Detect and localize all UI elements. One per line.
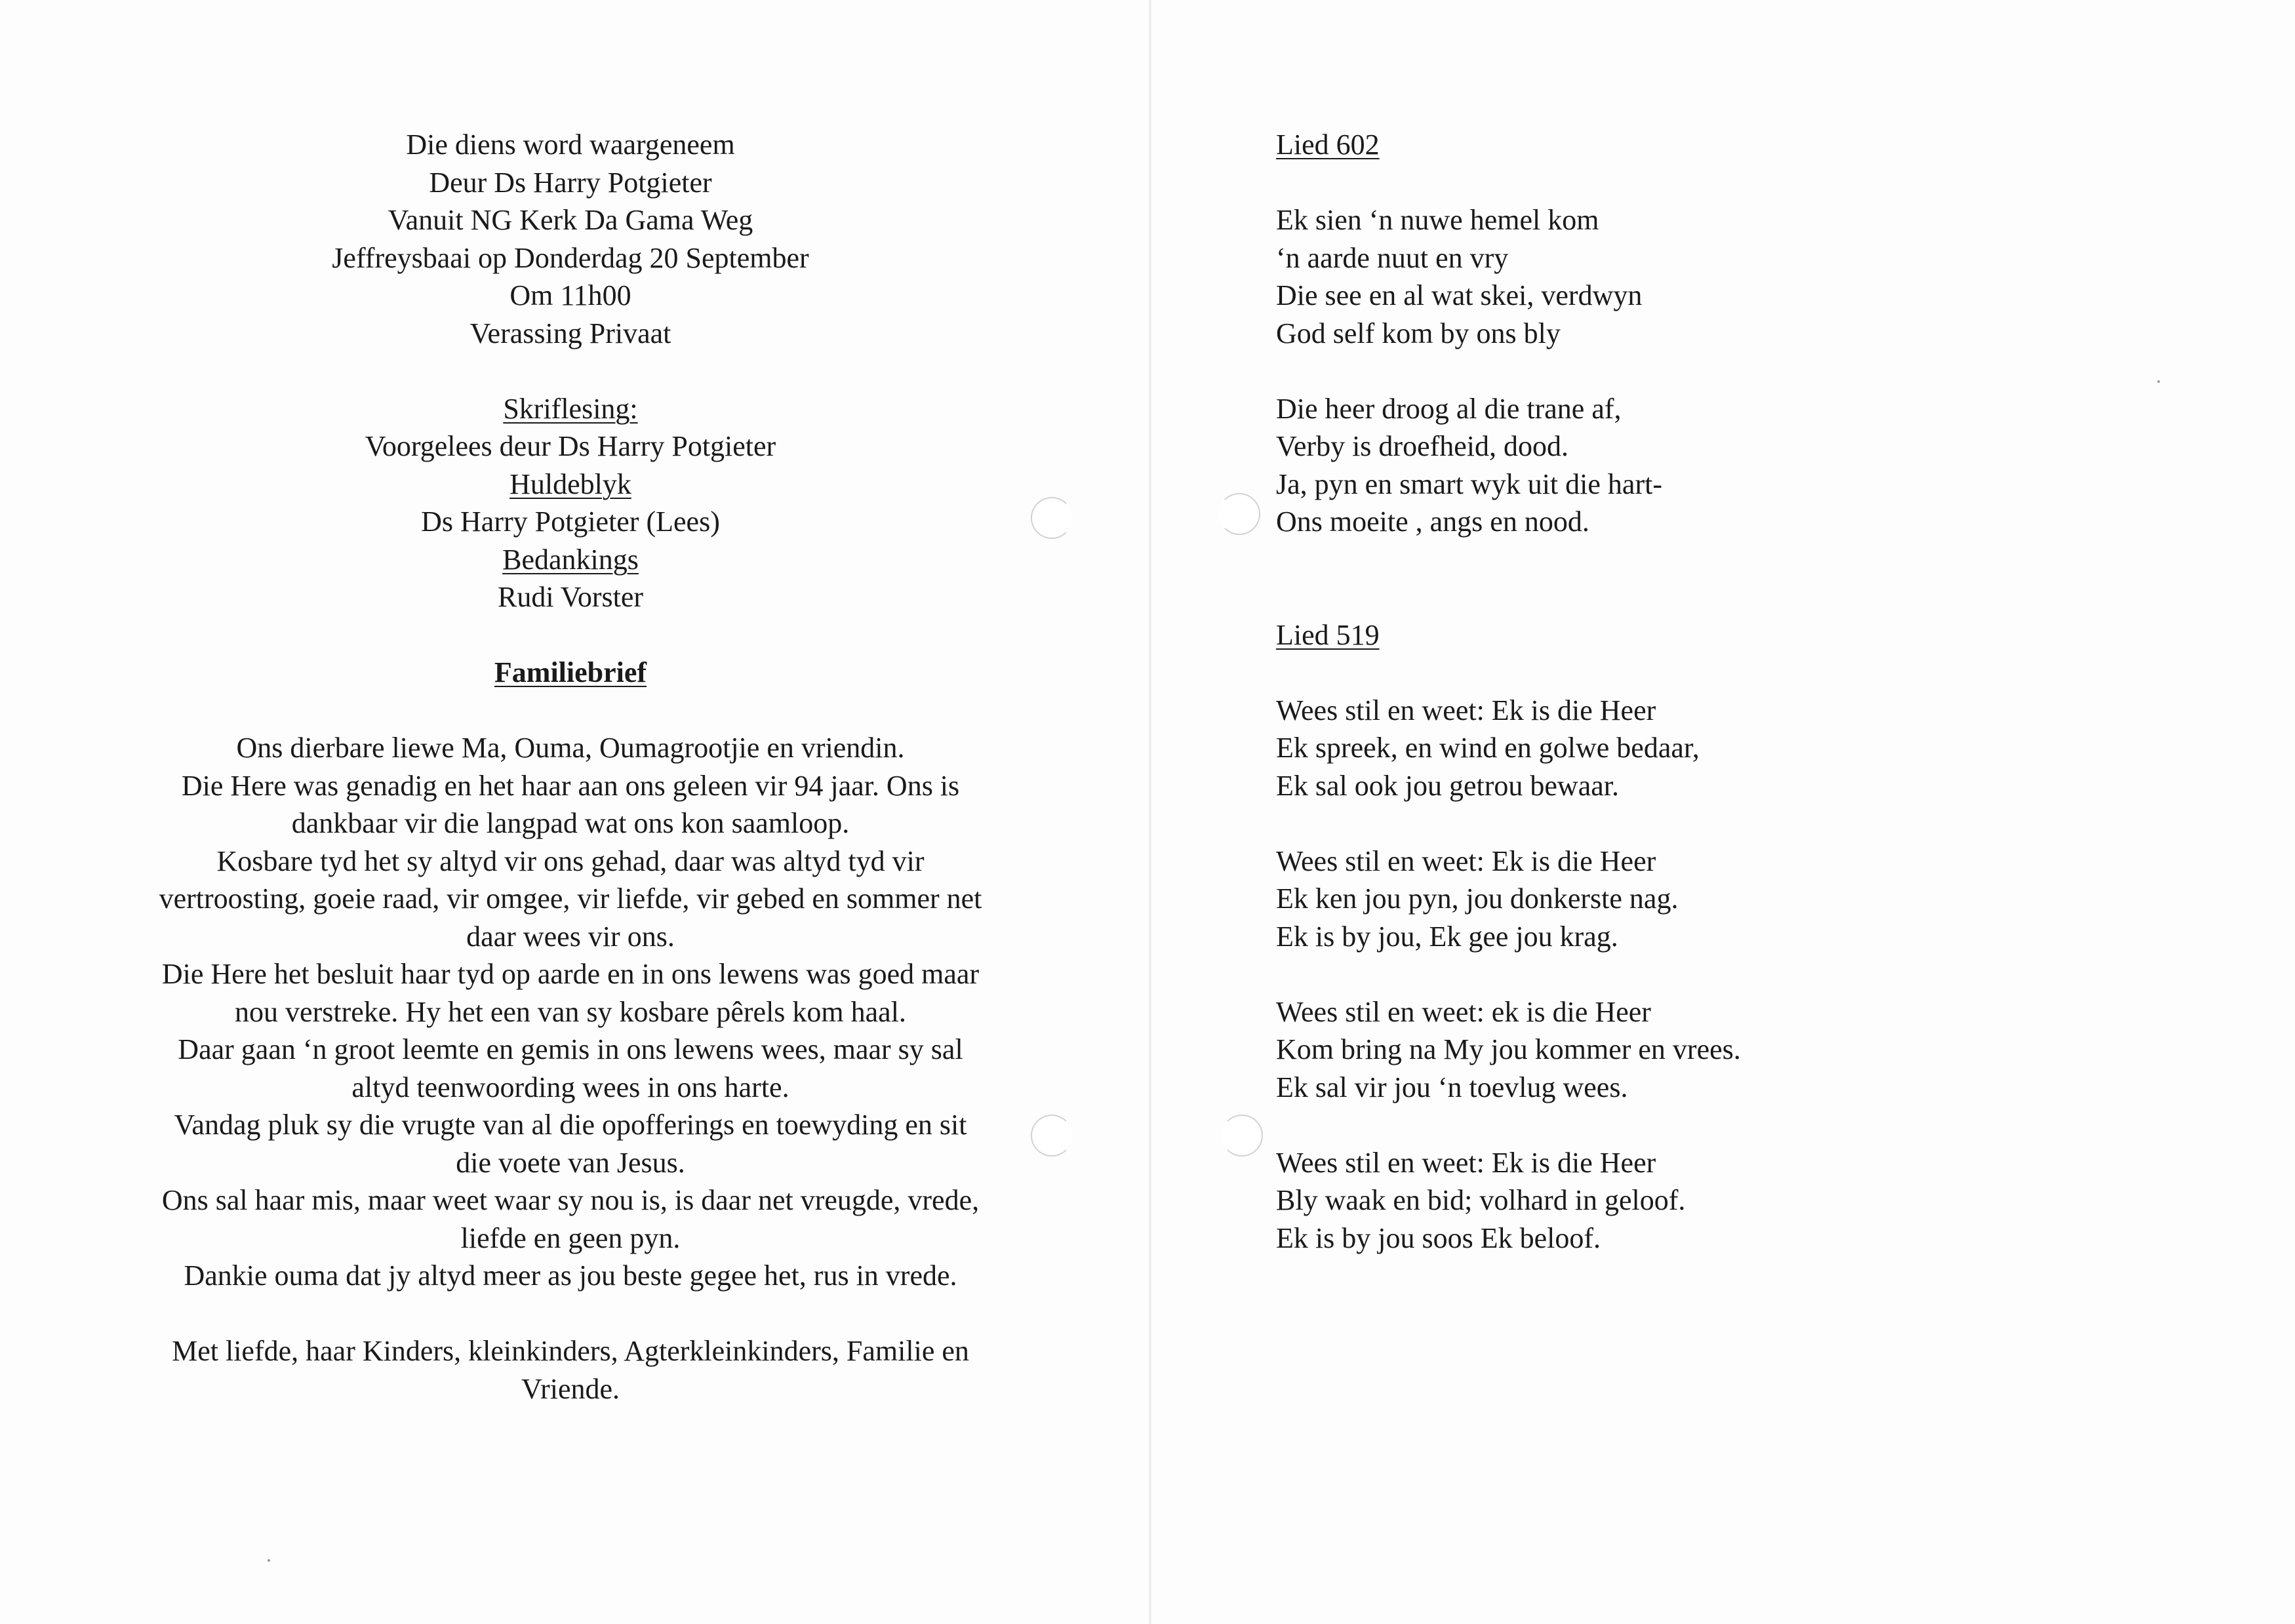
service-line: Verassing Privaat [469, 317, 671, 349]
hymn-519 [1276, 616, 2194, 1258]
letter-line: Ons dierbare liewe Ma, Ouma, Oumagrootjie en vriendin. [236, 732, 905, 764]
letter-line: die voete van Jesus. [456, 1146, 685, 1179]
letter-line: altyd teenwoording wees in ons harte. [351, 1071, 789, 1103]
spacer [1276, 164, 2194, 202]
family-letter [131, 729, 1010, 1295]
punch-hole [1218, 493, 1260, 535]
spacer [131, 616, 1010, 654]
hymn-line: Bly waak en bid; volhard in geloof. [1276, 1184, 1686, 1216]
letter-line: liefde en geen pyn. [460, 1221, 681, 1254]
stanza [1276, 201, 2194, 352]
service-line: Die diens word waargeneem [406, 129, 735, 161]
stanza [1276, 692, 2194, 805]
letter-line: Die Here het besluit haar tyd op aarde en in ons lewens was goed maar [161, 958, 980, 990]
letter-line: vertroosting, goeie raad, vir omgee, vir liefde, vir gebed en sommer net [159, 882, 982, 915]
hymn-title: Lied 602 [1276, 129, 1380, 161]
hymn-line: ‘n aarde nuut en vry [1276, 241, 1509, 274]
signoff-line: Vriende. [521, 1372, 620, 1405]
hymn-line: Kom bring na My jou kommer en vrees. [1276, 1033, 1741, 1065]
punch-hole [1221, 1115, 1263, 1157]
letter-line: Dankie ouma dat jy altyd meer as jou beste gegee het, rus in vrede. [184, 1259, 957, 1292]
letter-title: Familiebrief [494, 656, 647, 688]
hymn-line: Ons moeite , angs en nood. [1276, 505, 1589, 538]
spacer [131, 352, 1010, 390]
spacer [1276, 352, 2194, 390]
letter-line: Die Here was genadig en het haar aan ons geleen vir 94 jaar. Ons is [181, 769, 960, 802]
program [131, 390, 1010, 616]
hymn-line: Wees stil en weet: ek is die Heer [1276, 995, 1651, 1028]
letter-signoff [131, 1332, 1010, 1408]
scan-speck [268, 1559, 270, 1562]
hymn-line: Ek spreek, en wind en golwe bedaar, [1276, 732, 1700, 764]
stanza [1276, 390, 2194, 541]
spacer [1276, 541, 2194, 579]
service-details [131, 126, 1010, 352]
hymn-line: Verby is droefheid, dood. [1276, 430, 1569, 462]
spacer [1276, 804, 2194, 842]
tribute-heading: Huldeblyk [509, 467, 631, 500]
hymn-line: Ek is by jou soos Ek beloof. [1276, 1221, 1601, 1254]
service-line: Om 11h00 [509, 279, 631, 311]
hymn-line: Wees stil en weet: Ek is die Heer [1276, 844, 1656, 877]
spacer [1276, 654, 2194, 692]
service-line: Vanuit NG Kerk Da Gama Weg [388, 204, 753, 236]
service-line: Jeffreysbaai op Donderdag 20 September [332, 241, 809, 274]
scripture-heading: Skriflesing: [503, 392, 638, 425]
hymn-title: Lied 519 [1276, 618, 1380, 651]
scripture-text: Voorgelees deur Ds Harry Potgieter [365, 430, 776, 462]
hymn-line: Die see en al wat skei, verdwyn [1276, 279, 1643, 311]
stanza [1276, 842, 2194, 956]
left-page-content [131, 126, 1010, 1408]
right-page-content [1276, 126, 2194, 1257]
thanks-text: Rudi Vorster [497, 581, 644, 613]
hymn-602 [1276, 126, 2194, 541]
hymn-line: Ek is by jou, Ek gee jou krag. [1276, 920, 1618, 953]
hymn-line: Die heer droog al die trane af, [1276, 392, 1622, 425]
letter-line: nou verstreke. Hy het een van sy kosbare pêrels kom haal. [235, 995, 906, 1028]
spacer [1276, 955, 2194, 993]
hymn-line: Ek ken jou pyn, jou donkerste nag. [1276, 882, 1679, 915]
hymn-line: Ek sal vir jou ‘n toevlug wees. [1276, 1071, 1628, 1103]
letter-line: Vandag pluk sy die vrugte van al die opofferings en toewyding en sit [174, 1109, 967, 1141]
stanza [1276, 993, 2194, 1107]
letter-line: Ons sal haar mis, maar weet waar sy nou is, is daar net vreugde, vrede, [161, 1184, 980, 1216]
punch-hole [1031, 1115, 1073, 1157]
spacer [1276, 1106, 2194, 1144]
thanks-heading: Bedankings [502, 543, 639, 576]
hymn-line: God self kom by ons bly [1276, 317, 1561, 349]
letter-line: Kosbare tyd het sy altyd vir ons gehad, daar was altyd tyd vir [216, 844, 925, 877]
letter-line: dankbaar vir die langpad wat ons kon saamloop. [291, 807, 850, 839]
punch-hole [1031, 497, 1073, 539]
spacer [131, 692, 1010, 730]
hymn-line: Wees stil en weet: Ek is die Heer [1276, 694, 1656, 726]
letter-line: daar wees vir ons. [466, 920, 675, 953]
tribute-text: Ds Harry Potgieter (Lees) [421, 505, 720, 538]
stanza [1276, 1144, 2194, 1258]
hymn-line: Ek sal ook jou getrou bewaar. [1276, 769, 1619, 802]
spacer [1276, 578, 2194, 616]
hymn-line: Wees stil en weet: Ek is die Heer [1276, 1146, 1656, 1179]
service-line: Deur Ds Harry Potgieter [429, 166, 712, 199]
spacer [131, 1295, 1010, 1333]
hymn-line: Ek sien ‘n nuwe hemel kom [1276, 204, 1599, 236]
hymn-line: Ja, pyn en smart wyk uit die hart- [1276, 467, 1662, 500]
page-fold [1149, 0, 1151, 1624]
letter-line: Daar gaan ‘n groot leemte en gemis in ons lewens wees, maar sy sal [178, 1033, 963, 1065]
signoff-line: Met liefde, haar Kinders, kleinkinders, Agterkleinkinders, Familie en [172, 1335, 969, 1367]
